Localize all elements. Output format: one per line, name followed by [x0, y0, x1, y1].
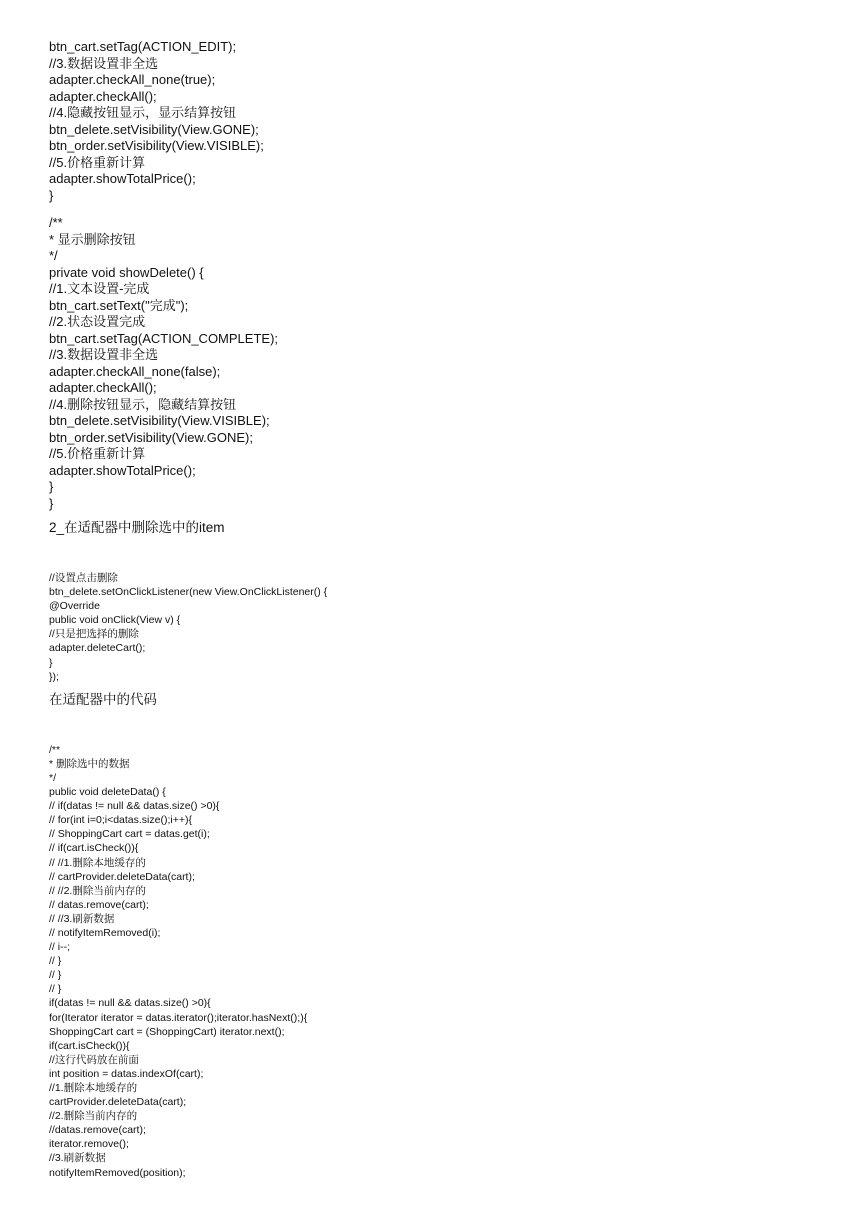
code-line: //这行代码放在前面 [49, 1053, 139, 1066]
section-heading-adapter-code: 在适配器中的代码 [49, 691, 157, 707]
code-line: } [49, 495, 54, 511]
code-block-show-order [49, 39, 849, 204]
code-line: btn_delete.setVisibility(View.GONE); [49, 121, 259, 137]
code-line: for(Iterator iterator = datas.iterator();iterator.hasNext();){ [49, 1011, 308, 1024]
code-line: adapter.checkAll(); [49, 380, 157, 395]
code-line: if(datas != null && datas.size() >0){ [49, 997, 211, 1010]
code-line: //设置点击删除 [49, 572, 118, 584]
code-line: adapter.showTotalPrice(); [49, 462, 196, 478]
code-line: btn_order.setVisibility(View.VISIBLE); [49, 138, 264, 153]
code-line: } [49, 656, 53, 669]
code-line: adapter.checkAll_none(true); [49, 72, 216, 87]
code-line: adapter.showTotalPrice(); [49, 171, 196, 186]
code-line: public void deleteData() { [49, 786, 166, 799]
code-line: adapter.checkAll_none(false); [49, 363, 221, 379]
code-line: // notifyItemRemoved(i); [49, 926, 161, 939]
code-line: adapter.deleteCart(); [49, 642, 146, 655]
code-line: btn_delete.setOnClickListener(new View.OnClickListener() { [49, 586, 328, 599]
code-line: public void onClick(View v) { [49, 614, 181, 627]
code-line: // //3.刷新数据 [49, 912, 115, 925]
code-block-delete-listener [49, 571, 849, 684]
code-line: } [49, 479, 54, 494]
code-line: */ [49, 771, 57, 784]
code-block-show-delete [49, 215, 849, 512]
code-line: //2.删除当前内存的 [49, 1110, 138, 1123]
code-line: cartProvider.deleteData(cart); [49, 1096, 187, 1109]
code-line: // datas.remove(cart); [49, 898, 149, 911]
code-line: // if(cart.isCheck()){ [49, 842, 139, 855]
code-line: adapter.checkAll(); [49, 88, 157, 104]
code-line: //5.价格重新计算 [49, 154, 146, 170]
code-line: * 显示删除按钮 [49, 231, 136, 247]
code-line: } [49, 187, 54, 203]
code-line: // } [49, 955, 62, 968]
code-line: // for(int i=0;i<datas.size();i++){ [49, 814, 192, 827]
section-heading-delete-item: 2_在适配器中删除选中的item [49, 520, 225, 535]
code-block-delete-data [49, 743, 849, 1180]
code-line: if(cart.isCheck()){ [49, 1039, 130, 1052]
code-line: ShoppingCart cart = (ShoppingCart) iterator.next(); [49, 1025, 285, 1038]
code-line: }); [49, 670, 59, 683]
code-line: // ShoppingCart cart = datas.get(i); [49, 828, 210, 841]
code-line: btn_delete.setVisibility(View.VISIBLE); [49, 413, 270, 428]
code-line: btn_order.setVisibility(View.GONE); [49, 429, 253, 445]
code-line: // //2.删除当前内存的 [49, 884, 146, 897]
code-line: //4.隐藏按钮显示，显示结算按钮 [49, 105, 237, 120]
code-line: // cartProvider.deleteData(cart); [49, 870, 195, 883]
code-line: int position = datas.indexOf(cart); [49, 1067, 204, 1080]
code-line: btn_cart.setText("完成"); [49, 297, 189, 313]
code-line: //1.删除本地缓存的 [49, 1082, 138, 1094]
code-line: btn_cart.setTag(ACTION_COMPLETE); [49, 330, 279, 346]
code-line: // } [49, 983, 62, 996]
code-line: //2.状态设置完成 [49, 314, 146, 329]
code-line: /** [49, 215, 63, 230]
code-line: //5.价格重新计算 [49, 446, 146, 461]
code-line: iterator.remove(); [49, 1138, 129, 1151]
code-line: * 删除选中的数据 [49, 757, 130, 770]
code-line: */ [49, 248, 58, 263]
code-line: //datas.remove(cart); [49, 1124, 146, 1137]
code-line: // i--; [49, 941, 70, 954]
code-line: // if(datas != null && datas.size() >0){ [49, 800, 220, 813]
code-line: //4.删除按钮显示，隐藏结算按钮 [49, 396, 237, 412]
code-line: notifyItemRemoved(position); [49, 1166, 186, 1179]
document-page [49, 39, 849, 1180]
code-line: btn_cart.setTag(ACTION_EDIT); [49, 39, 237, 54]
code-line: // } [49, 969, 62, 982]
code-line: /** [49, 743, 61, 756]
code-line: private void showDelete() { [49, 264, 204, 280]
code-line: //只是把选择的删除 [49, 628, 139, 641]
code-line: // //1.删除本地缓存的 [49, 856, 146, 869]
code-line: @Override [49, 600, 100, 613]
code-line: //3.数据设置非全选 [49, 55, 159, 71]
code-line: //1.文本设置-完成 [49, 281, 150, 296]
code-line: //3.刷新数据 [49, 1152, 106, 1165]
code-line: //3.数据设置非全选 [49, 347, 159, 362]
